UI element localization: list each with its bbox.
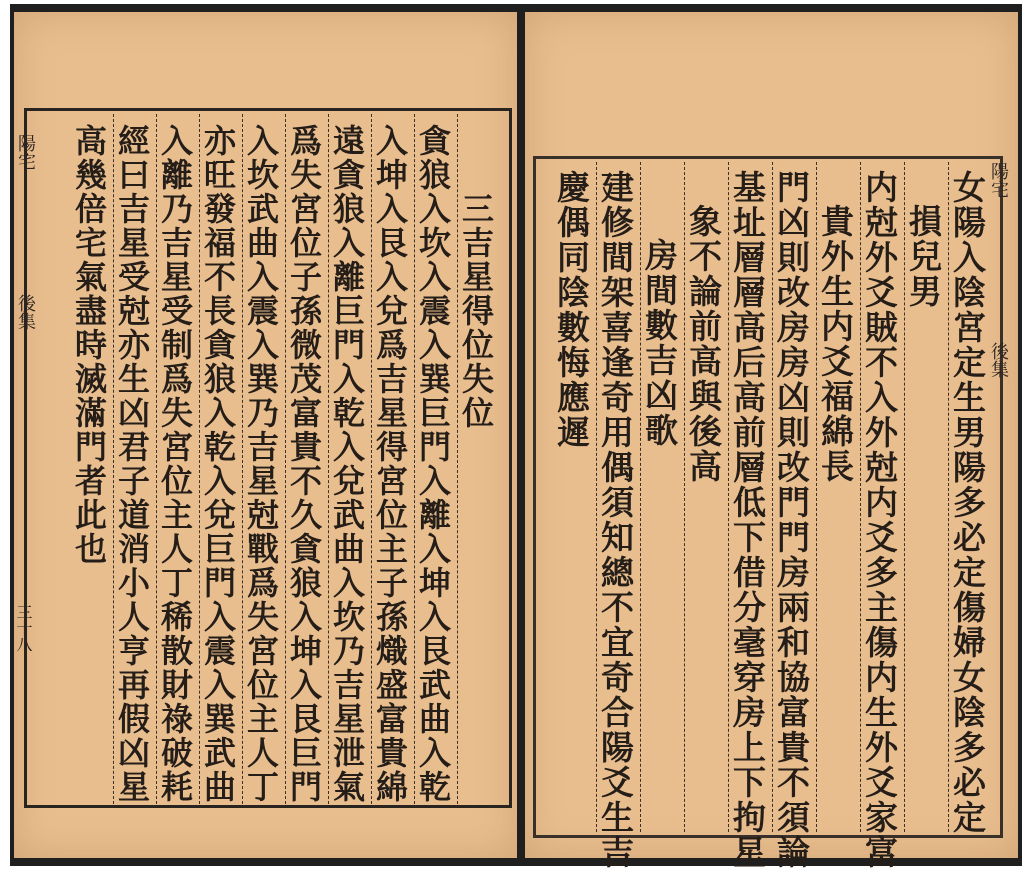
- left-page-column-8: 入離乃吉星受制爲失宮位主人丁稀散財祿破耗: [156, 124, 194, 804]
- left-page-column-9: 經曰吉星受尅亦生凶君子道消小人亨再假凶星: [113, 124, 151, 804]
- left-page: [14, 12, 517, 858]
- right-page-column-6: 基址層層高后高前層低下借分毫穿房上下拘星: [728, 170, 767, 870]
- right-page-column-rule: [816, 162, 817, 832]
- left-page-column-rule: [113, 114, 114, 804]
- left-page-column-rule: [285, 114, 286, 804]
- right-page-column-rule: [860, 162, 861, 832]
- left-page-column-2: 貪狼入坎入震入巽巨門入離入坤入艮武曲入乾: [414, 124, 452, 804]
- left-page-column-rule: [156, 114, 157, 804]
- left-page-column-rule: [371, 114, 372, 804]
- right-page-column-rule: [596, 162, 597, 832]
- left-page-column-5: 爲失宮位子孫微茂富貴不久貪狼入坤入艮巨門: [285, 124, 323, 804]
- right-page-column-2: 損兒男: [904, 204, 943, 309]
- right-page-column-rule: [684, 162, 685, 832]
- left-page-column-rule: [414, 114, 415, 804]
- right-page-column-3: 内尅外爻賊不入外尅内爻多主傷内生外爻家富: [860, 170, 899, 870]
- left-page-column-6: 入坎武曲入震入巽乃吉星尅戰爲失宮位主人丁: [242, 124, 280, 804]
- right-page-column-5: 門凶則改房房凶則改門門房兩和協富貴不須論: [772, 170, 811, 870]
- right-page: [525, 12, 1018, 870]
- right-page-column-7: 象不論前高與後高: [684, 204, 723, 484]
- left-page-column-rule: [242, 114, 243, 804]
- book-spread: [10, 4, 1022, 870]
- left-page-column-rule: [199, 114, 200, 804]
- left-folio: 三十八: [14, 604, 33, 652]
- left-page-column-1: 三吉星得位失位: [457, 192, 495, 430]
- left-page-column-4: 遠貪狼入離巨門入乾入兌武曲入坎乃吉星泄氣: [328, 124, 366, 804]
- right-page-column-1: 女陽入陰宮定生男陽多必定傷婦女陰多必定: [948, 170, 987, 835]
- left-margin-title: 陽宅: [15, 134, 36, 170]
- right-page-column-rule: [772, 162, 773, 832]
- right-page-column-rule: [640, 162, 641, 832]
- right-page-column-9: 建修間架喜逢奇用偶須知總不宜奇合陽爻生吉: [596, 170, 635, 870]
- right-margin-title: 陽宅: [988, 162, 1009, 198]
- right-page-column-rule: [728, 162, 729, 832]
- left-page-column-rule: [457, 114, 458, 804]
- right-page-column-4: 貴外生内爻福綿長: [816, 204, 855, 484]
- right-page-column-8: 房間數吉凶歌: [640, 238, 679, 448]
- right-margin-volume: 後集: [988, 342, 1009, 378]
- right-page-column-rule: [904, 162, 905, 832]
- left-margin-volume: 後集: [15, 294, 36, 330]
- left-page-column-10: 高幾倍宅氣盡時滅滿門者此也: [70, 124, 108, 566]
- right-page-column-10: 慶偶同陰數悔應遲: [552, 170, 591, 450]
- right-page-column-rule: [948, 162, 949, 832]
- left-page-column-rule: [328, 114, 329, 804]
- left-page-column-7: 亦旺發福不長貪狼入乾入兌巨門入震入巽武曲: [199, 124, 237, 804]
- left-page-column-3: 入坤入艮入兌爲吉星得宮位主子孫熾盛富貴綿: [371, 124, 409, 804]
